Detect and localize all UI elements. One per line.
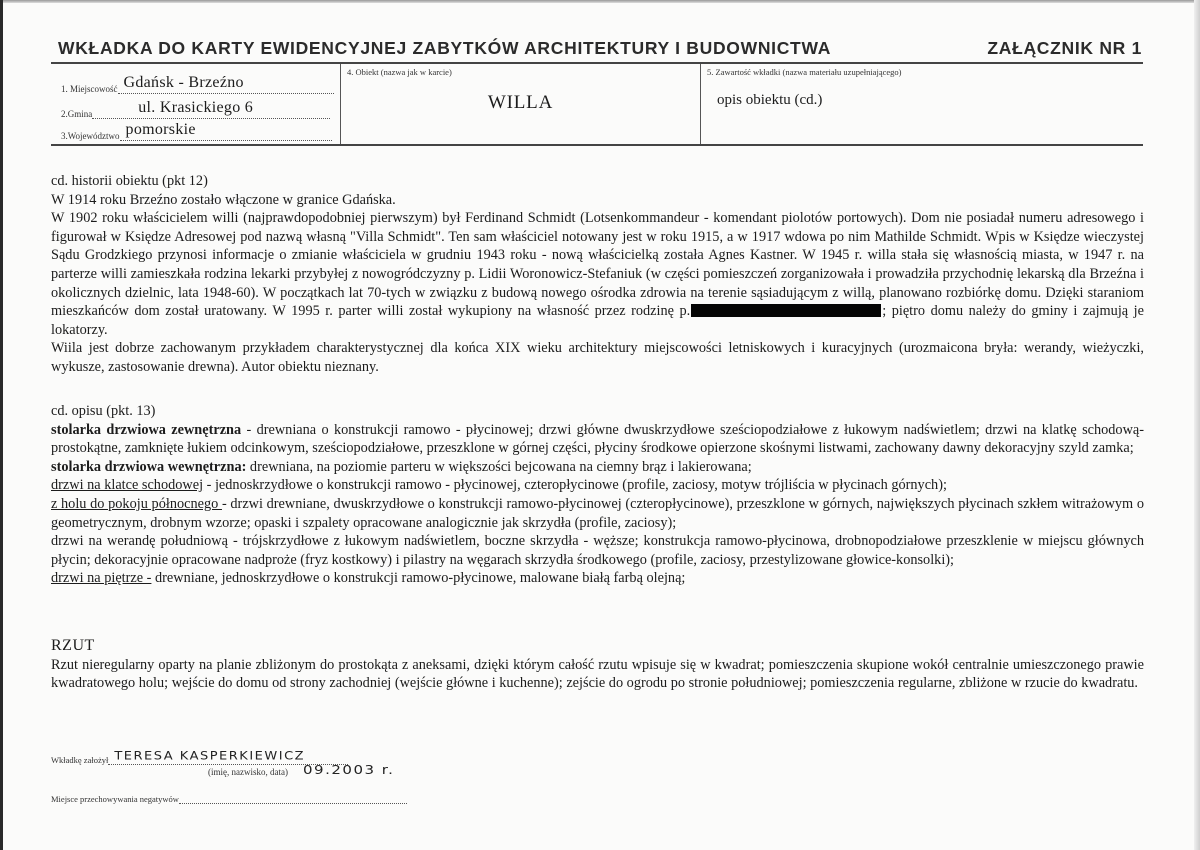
plan-paragraph: Rzut nieregularny oparty na planie zbliżonym do prostokąta z aneksami, dzięki którym całość rzutu wpisuje się w kwadrat; pomieszczenia skupione wokół centralnie umieszczonego prawie kwadratowego holu; wejście do domu od strony zachodniej (wejście główne i kuchenne); zejście do ogrodu po stronie południowej; pomieszczenia regularne, zbliżone w rzucie do kwadratu. [51, 656, 1144, 692]
history-section [51, 172, 1144, 377]
voivodeship-value: pomorskie [125, 121, 196, 138]
commune-value: ul. Krasickiego 6 [138, 99, 254, 116]
scan-edge-right [1194, 0, 1200, 850]
term-staircase-doors: drzwi na klatce schodowej [51, 477, 204, 494]
description-paragraph: z holu do pokoju północnego - drzwi drewniane, dwuskrzydłowe o konstrukcji ramowo-płycinowej (czteropłycinowe), przeszklone w górnych, największych płycinach szkłem witrażowym o geometrycznym, drobnym wzorze; opaski i szpalety opracowane analogicznie jak skrzydła (profile, zaciosy); [51, 495, 1144, 531]
history-paragraph: W 1914 roku Brzeźno zostało włączone w granice Gdańska. [51, 191, 396, 208]
description-paragraph: drzwi na klatce schodowej - jednoskrzydłowe o konstrukcji ramowo - płycinowej, czteropłycinowe (profile, zaciosy, motyw trójliścia w płycinach górnych); [51, 477, 947, 494]
negatives-label: Miejsce przechowywania negatywów [51, 794, 179, 804]
term-interior-joinery: stolarka drzwiowa wewnętrzna: [51, 458, 247, 475]
header-form-table [51, 62, 1143, 146]
date-handwritten: 09.2003 r. [303, 762, 395, 778]
history-paragraph: Wiila jest dobrze zachowanym przykładem charakterystycznej dla końca XIX wieku architektury miejscowości letniskowych i kuracyjnych (urozmaicona bryła: werandy, wieżyczki, wykusze, zastosowanie drewna). Autor obiektu nieznany. [51, 340, 1144, 375]
plan-heading: RZUT [51, 637, 95, 654]
negatives-field [51, 791, 407, 804]
redaction-block [691, 304, 881, 317]
scan-edge-top [0, 0, 1200, 3]
plan-section [51, 637, 1144, 693]
commune-label: 2.Gmina [61, 109, 93, 119]
description-section [51, 402, 1144, 588]
description-paragraph: stolarka drzwiowa zewnętrzna - drewniana o konstrukcji ramowo - płycinowej; drzwi główne dwuskrzydłowe sześciopodziałowe z łukowym nadświetlem; drzwi na klatkę schodową-prostokątne, zamknięte łukiem odcinkowym, sześciopodziałowe, przeszklone w górnej części, płyciny środkowe opierzone skośnymi listwami, zachowany dawny dekoracyjny szyld zamka; [51, 421, 1145, 457]
term-hall-doors: z holu do pokoju północnego [51, 495, 222, 512]
author-caption: (imię, nazwisko, data) [208, 767, 288, 777]
object-label: 4. Obiekt (nazwa jak w karcie) [347, 67, 452, 77]
history-paragraph: W 1902 roku właścicielem willi (najprawdopodobniej pierwszym) był Ferdinand Schmidt (Lotsenkommandeur - komendant piolotów portowych). Dom nie posiadał numeru adresowego i figurował w Księdze Adresowej pod nazwą własną "Villa Schmidt". Ten sam właściciel notowany jest w roku 1915, a w 1917 wdowa po nim Mathilde Schmidt. Wpis w Księdze wieczystej Sądu Grodzkiego przynosi informacje o zmianie właściciela w grudniu 1943 roku - nową właścicielką została Agnes Kastner. W 1945 r. willa stała się własnością miasta, w 1947 r. na parterze willi zamieszkała rodzina lekarki przybyłej z nowogródczyzny p. Lidii Woronowicz-Stefaniuk (w części pomieszczeń zorganizowała i prowadziła przychodnię lekarską dla Brzeźna i okolicznych dzielnic, lata 1948-60). W początkach lat 70-tych w związku z budową nowego ośrodka zdrowia na terenie sąsiadującym z willą, planowano rozbiórkę domu. Dzięki staraniom mieszkańców dom został uratowany. W 1995 r. parter willi został wykupiony na własność przez rodzinę p. ; piętro domu należy do gminy i zajmują je lokatorzy. [51, 210, 1144, 338]
object-cell [341, 64, 701, 144]
author-signature: TERESA KASPERKIEWICZ [114, 750, 306, 763]
voivodeship-label: 3.Województwo [61, 131, 120, 141]
term-upper-floor-doors: drzwi na piętrze - [51, 570, 152, 587]
contents-cell [701, 64, 1143, 144]
author-label: Wkładkę założył [51, 755, 109, 765]
commune-field [61, 99, 330, 119]
term-exterior-joinery: stolarka drzwiowa zewnętrzna [51, 421, 242, 438]
location-cell [51, 64, 341, 144]
locality-label: 1. Miejscowość [61, 84, 118, 94]
locality-field [61, 74, 334, 94]
voivodeship-field [61, 121, 332, 141]
document-title: WKŁADKA DO KARTY EWIDENCYJNEJ ZABYTKÓW ARCHITEKTURY I BUDOWNICTWA [58, 38, 832, 58]
description-paragraph: drzwi na werandę południową - trójskrzydłowe z łukowym nadświetlem, boczne skrzydła - węższe; konstrukcja ramowo-płycinowa, drobnopodziałowe przeszklenie w miejscu głównych płycin; dekoracyjnie opracowane nadproże (fryz kostkowy) i pilastry na węgarach skrzydła środkowego (profile, zaciosy, przestylizowane głowice-konsolki); [51, 533, 1144, 568]
contents-value: opis obiektu (cd.) [717, 92, 823, 108]
description-paragraph: drzwi na piętrze - drewniane, jednoskrzydłowe o konstrukcji ramowo-płycinowe, malowane białą farbą olejną; [51, 570, 686, 587]
contents-label: 5. Zawartość wkładki (nazwa materiału uzupełniającego) [707, 67, 902, 77]
object-name: WILLA [487, 92, 554, 113]
locality-value: Gdańsk - Brzeźno [123, 74, 244, 91]
description-paragraph: stolarka drzwiowa wewnętrzna: drewniana, na poziomie parteru w większości bejcowana na ciemny brąz i lakierowana; [51, 458, 752, 475]
history-heading: cd. historii obiektu (pkt 12) [51, 173, 208, 189]
annex-number: ZAŁĄCZNIK NR 1 [987, 38, 1142, 58]
scan-edge-left [0, 0, 3, 850]
description-heading: cd. opisu (pkt. 13) [51, 403, 156, 419]
